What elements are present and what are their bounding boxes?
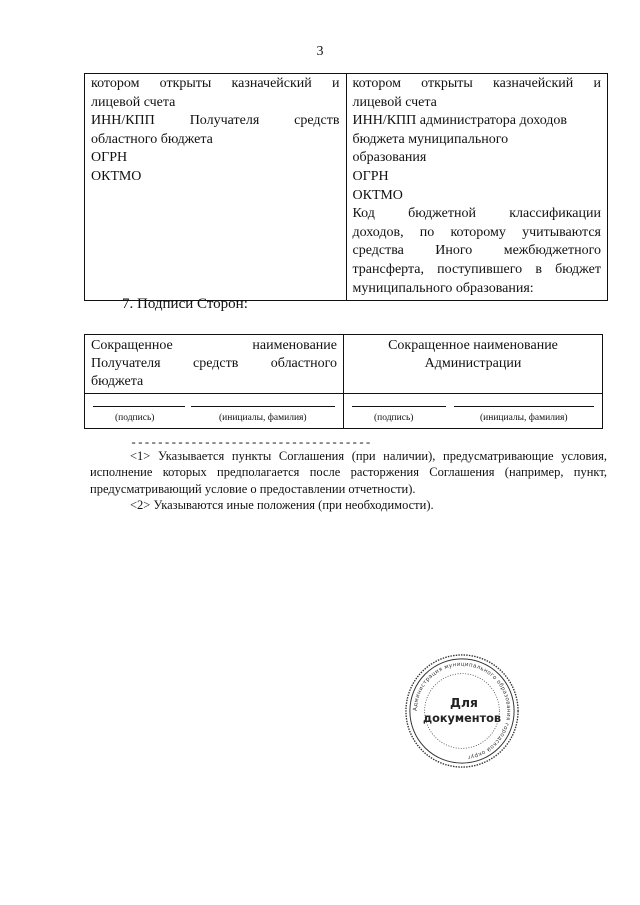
requisites-row xyxy=(85,74,608,301)
stamp-text-line1: Для xyxy=(450,696,478,711)
footnote-divider: ------------------------------------ xyxy=(130,436,372,450)
name-line xyxy=(454,406,594,407)
cell-line: средства Иного межбюджетного xyxy=(352,243,601,259)
administration-name-cell xyxy=(344,335,603,394)
signature-caption: (подпись) xyxy=(374,413,414,423)
signatures-header-row xyxy=(85,335,603,394)
recipient-name-cell xyxy=(85,335,344,394)
requisites-table xyxy=(84,73,608,301)
cell-line: лицевой счета xyxy=(91,94,176,110)
stamp-text-line2: документов xyxy=(422,711,502,725)
cell-line: образования xyxy=(352,150,427,166)
name-caption: (инициалы, фамилия) xyxy=(219,413,307,423)
cell-line: трансферта, поступившего в бюджет xyxy=(352,261,601,277)
cell-line: Получателя средств областного xyxy=(91,356,337,371)
cell-line: Сокращенное наименование xyxy=(388,338,558,353)
cell-line: ОКТМО xyxy=(91,168,142,184)
cell-line: Код бюджетной классификации xyxy=(352,206,601,222)
cell-line: котором открыты казначейский и xyxy=(352,76,601,91)
cell-line: ИНН/КПП администратора доходов xyxy=(352,113,568,129)
administration-signature-cell xyxy=(344,394,603,429)
recipient-signature-cell xyxy=(85,394,344,429)
footnote-2: <2> Указываются иные положения (при необходимости). xyxy=(130,498,434,513)
signatures-table xyxy=(84,334,603,429)
cell-line: бюджета xyxy=(91,374,144,389)
cell-line: областного бюджета xyxy=(91,131,213,147)
footnotes xyxy=(90,448,607,514)
cell-line: бюджета муниципального xyxy=(352,131,509,147)
cell-line: Администрации xyxy=(424,356,522,371)
cell-line: ОГРН xyxy=(91,150,128,166)
page-number: 3 xyxy=(316,44,324,59)
section-title: 7. Подписи Сторон: xyxy=(122,296,248,312)
stamp-ring-text: Администрация муниципального образования городской округ xyxy=(412,661,512,760)
cell-line: муниципального образования: xyxy=(352,280,534,296)
signatures-sign-row xyxy=(85,394,603,429)
cell-line: Сокращенное наименование xyxy=(91,338,337,353)
signature-line xyxy=(93,406,185,407)
cell-line: лицевой счета xyxy=(352,94,437,110)
official-stamp xyxy=(403,652,521,770)
cell-line: ОГРН xyxy=(352,168,389,184)
signature-caption: (подпись) xyxy=(115,413,155,423)
cell-line: котором открыты казначейский и xyxy=(91,76,340,91)
name-line xyxy=(191,406,335,407)
footnote-1: <1> Указывается пункты Соглашения (при наличии), предусматривающие условия, исполнение которых предполагается после расторжения Соглашения (например, пункт, предусматривающий условие о предоставлении отчетности). xyxy=(90,449,607,496)
signature-line xyxy=(352,406,446,407)
requisites-administration-cell xyxy=(346,74,608,301)
requisites-recipient-cell xyxy=(85,74,347,301)
cell-line: ОКТМО xyxy=(352,187,403,203)
name-caption: (инициалы, фамилия) xyxy=(480,413,568,423)
cell-line: ИНН/КПП Получателя средств xyxy=(91,113,340,129)
cell-line: доходов, по которому учитываются xyxy=(352,224,601,240)
